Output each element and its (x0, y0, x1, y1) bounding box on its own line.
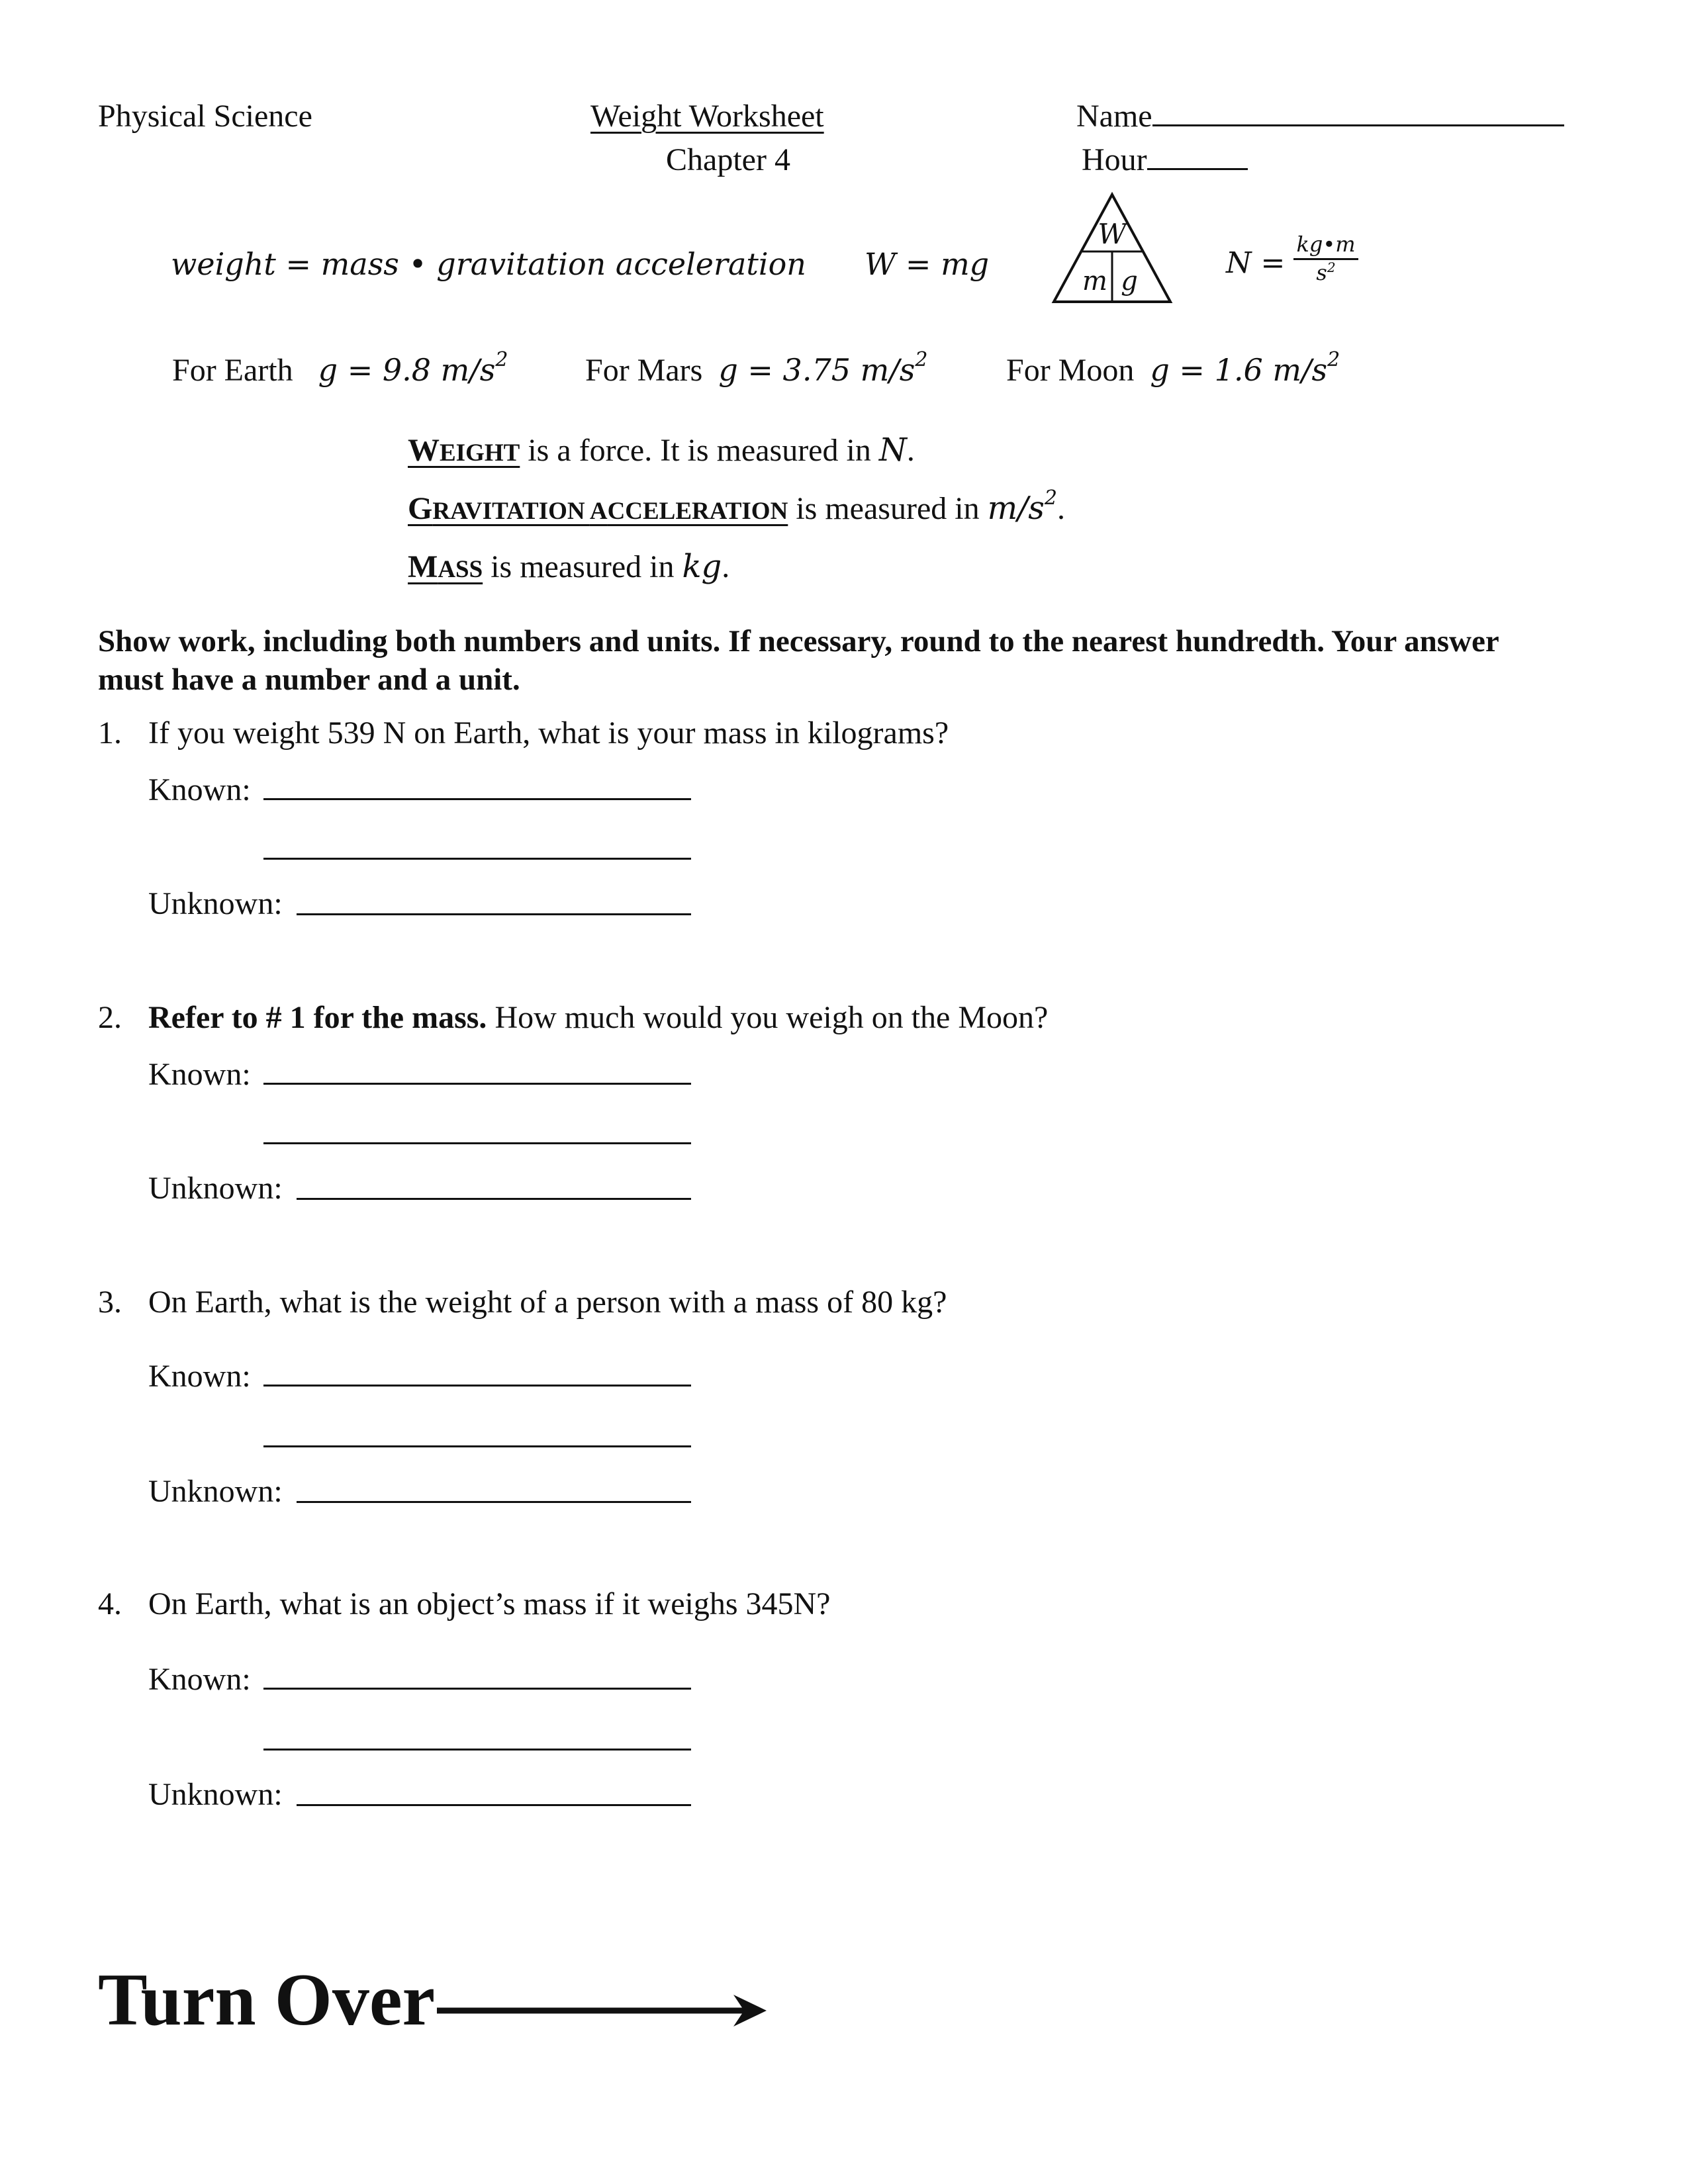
answer-line[interactable] (297, 1198, 691, 1200)
gravity-mars-label: For Mars (585, 353, 703, 388)
hour-blank[interactable] (1147, 168, 1248, 170)
turn-over-label: Turn Over (98, 1959, 436, 2041)
newton-lhs: N = (1226, 246, 1286, 280)
question-3-text: On Earth, what is the weight of a person with a mass of 80 kg? (148, 1285, 947, 1320)
instructions-line-2: must have a number and a unit. (98, 662, 520, 697)
newton-denominator: $s^2$ (1316, 259, 1336, 285)
question-2-text (148, 1002, 1048, 1034)
worksheet-title: Weight Worksheet (590, 99, 824, 134)
gravity-mars (585, 348, 928, 388)
w-equals-mg: W = mg (865, 246, 990, 282)
definition-mass: MASS is measured in kg. (408, 548, 730, 585)
known-label: Known: (148, 1057, 251, 1092)
weight-formula: weight = mass • gravitation acceleration (171, 246, 806, 282)
answer-line[interactable] (263, 858, 691, 860)
answer-line[interactable] (263, 1749, 691, 1751)
name-label: Name (1076, 99, 1152, 134)
gravity-moon (1006, 348, 1340, 388)
definition-weight: WEIGHT is a force. It is measured in N. (408, 432, 915, 469)
gravity-mars-value: g = 3.75 $m/s^2$ (718, 348, 928, 388)
term-mass: MASS (408, 549, 483, 584)
answer-line[interactable] (263, 1445, 691, 1447)
hour-field[interactable] (1082, 144, 1248, 176)
answer-line[interactable] (263, 1083, 691, 1085)
gravity-moon-label: For Moon (1006, 353, 1135, 388)
question-4-text: On Earth, what is an object’s mass if it weighs 345N? (148, 1586, 831, 1621)
definition-gravitation: GRAVITATION ACCELERATION is measured in $m/s^2$. (408, 486, 1065, 527)
gravity-earth (172, 348, 508, 388)
course-name: Physical Science (98, 99, 312, 134)
triangle-g: g (1121, 266, 1138, 296)
answer-line[interactable] (263, 1385, 691, 1387)
gravity-earth-value: g = 9.8 $m/s^2$ (318, 348, 508, 388)
gravity-moon-value: g = 1.6 $m/s^2$ (1150, 348, 1340, 388)
term-weight: WEIGHT (408, 433, 520, 468)
known-label: Known: (148, 1359, 251, 1394)
question-1-number: 1. (98, 715, 122, 751)
triangle-w: W (1098, 218, 1127, 250)
question-3-number: 3. (98, 1285, 122, 1320)
unknown-label: Unknown: (148, 886, 283, 921)
right-arrow-icon (436, 1991, 769, 2030)
newton-fraction (1289, 233, 1362, 284)
triangle-m: m (1082, 266, 1107, 296)
chapter-label: Chapter 4 (666, 142, 790, 177)
question-1-text: If you weight 539 N on Earth, what is your mass in kilograms? (148, 715, 949, 751)
unknown-label: Unknown: (148, 1474, 283, 1509)
unknown-label: Unknown: (148, 1777, 283, 1812)
name-field[interactable] (1076, 101, 1564, 132)
answer-line[interactable] (263, 798, 691, 800)
weight-formula-triangle (1046, 191, 1178, 308)
answer-line[interactable] (263, 1688, 691, 1690)
known-label: Known: (148, 772, 251, 807)
question-4-number: 4. (98, 1586, 122, 1621)
name-blank[interactable] (1152, 124, 1564, 126)
question-2-rest: How much would you weigh on the Moon? (487, 1000, 1049, 1035)
known-label: Known: (148, 1662, 251, 1697)
question-2-number: 2. (98, 1000, 122, 1035)
answer-line[interactable] (297, 1804, 691, 1806)
unknown-label: Unknown: (148, 1171, 283, 1206)
answer-line[interactable] (263, 1142, 691, 1144)
instructions-line-1: Show work, including both numbers and units. If necessary, round to the nearest hundredth. Your answer (98, 624, 1499, 659)
gravity-earth-label: For Earth (172, 353, 293, 388)
newton-numerator: kg•m (1296, 232, 1356, 257)
term-gravitation-acceleration: GRAVITATION ACCELERATION (408, 491, 788, 526)
question-2-bold: Refer to # 1 for the mass. (148, 1000, 487, 1035)
answer-line[interactable] (297, 913, 691, 915)
answer-line[interactable] (297, 1501, 691, 1503)
hour-label: Hour (1082, 142, 1147, 177)
